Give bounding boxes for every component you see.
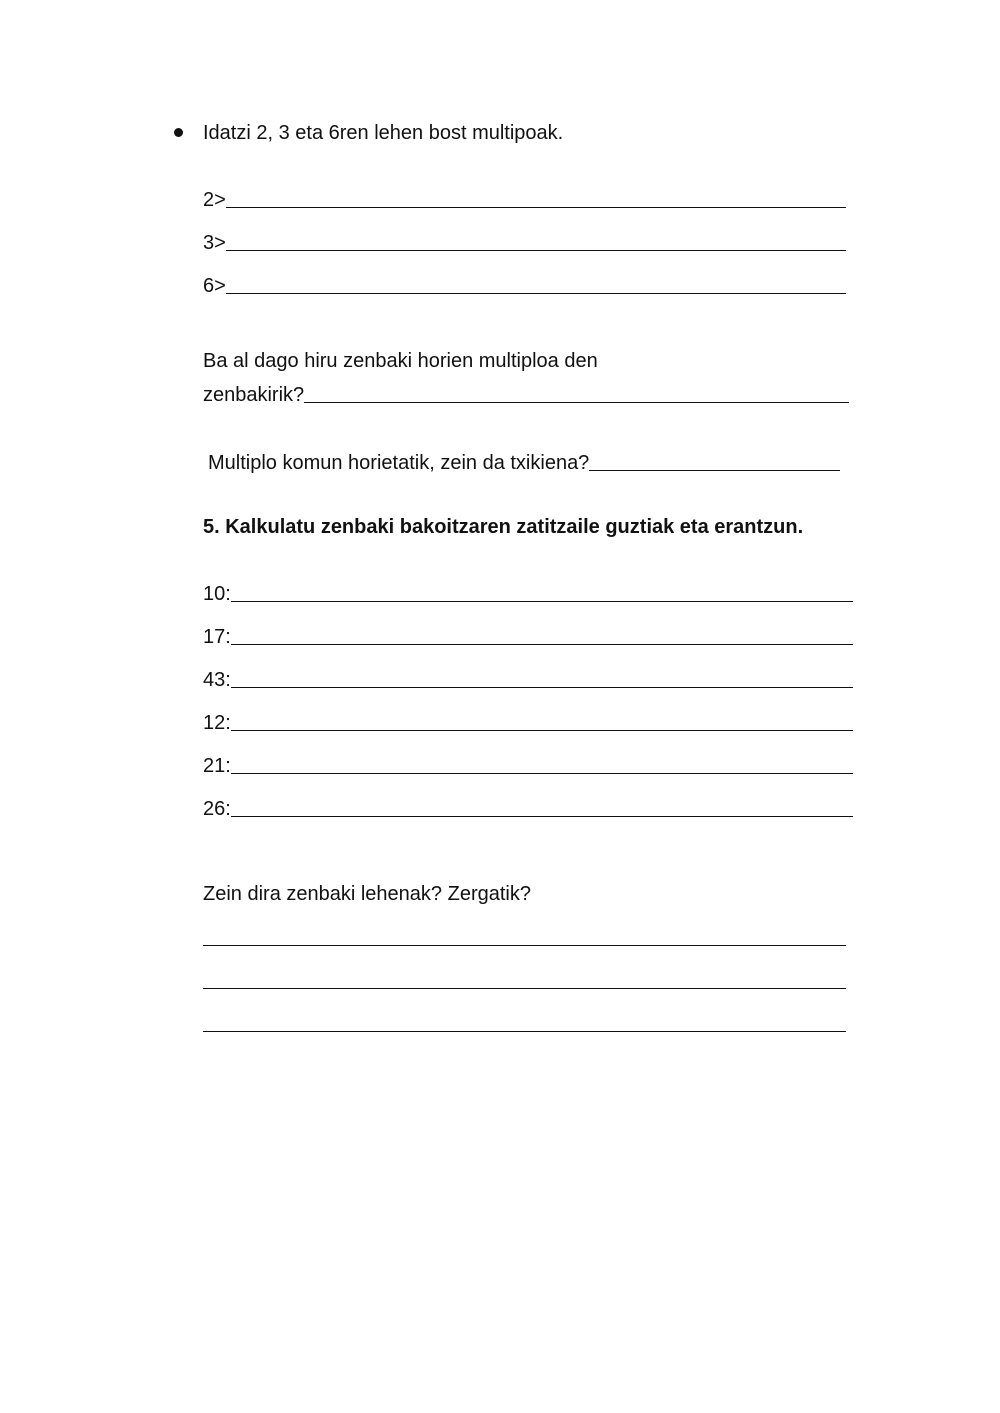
divisor-row-17 [203, 623, 853, 649]
answer-blank[interactable] [304, 402, 849, 403]
answer-blank[interactable] [231, 730, 853, 731]
row-label: 2> [203, 189, 226, 211]
answer-line[interactable] [203, 1031, 846, 1032]
bullet-icon [174, 128, 183, 137]
answer-blank[interactable] [231, 687, 853, 688]
answer-blank[interactable] [226, 207, 846, 208]
answer-line[interactable] [203, 988, 846, 989]
divisor-row-43 [203, 666, 853, 692]
answer-blank[interactable] [226, 250, 846, 251]
answer-blank[interactable] [231, 601, 853, 602]
divisor-row-10 [203, 580, 853, 606]
row-label: 43: [203, 669, 231, 691]
row-label: 21: [203, 755, 231, 777]
answer-blank[interactable] [231, 644, 853, 645]
answer-row-6 [203, 272, 846, 298]
answer-line[interactable] [203, 945, 846, 946]
answer-blank[interactable] [231, 773, 853, 774]
row-label: 10: [203, 583, 231, 605]
answer-blank[interactable] [226, 293, 846, 294]
instruction-text: Idatzi 2, 3 eta 6ren lehen bost multipoak. [203, 122, 564, 144]
answer-blank[interactable] [231, 816, 853, 817]
row-label: 17: [203, 626, 231, 648]
row-label: 3> [203, 232, 226, 254]
question-common-multiple-row [203, 381, 849, 407]
question-common-multiple-line2: zenbakirik? [203, 384, 305, 406]
answer-row-3 [203, 229, 846, 255]
row-label: 12: [203, 712, 231, 734]
divisor-row-21 [203, 752, 853, 778]
divisor-row-26 [203, 795, 853, 821]
question-primes: Zein dira zenbaki lehenak? Zergatik? [203, 883, 531, 905]
section-title: 5. Kalkulatu zenbaki bakoitzaren zatitzaile guztiak eta erantzun. [203, 516, 804, 538]
divisor-row-12 [203, 709, 853, 735]
question-smallest: Multiplo komun horietatik, zein da txikiena? [208, 452, 590, 474]
row-label: 6> [203, 275, 226, 297]
question-smallest-row [208, 449, 840, 475]
answer-blank[interactable] [589, 470, 840, 471]
question-common-multiple-line1: Ba al dago hiru zenbaki horien multiploa den [203, 350, 598, 372]
row-label: 26: [203, 798, 231, 820]
answer-row-2 [203, 186, 846, 212]
